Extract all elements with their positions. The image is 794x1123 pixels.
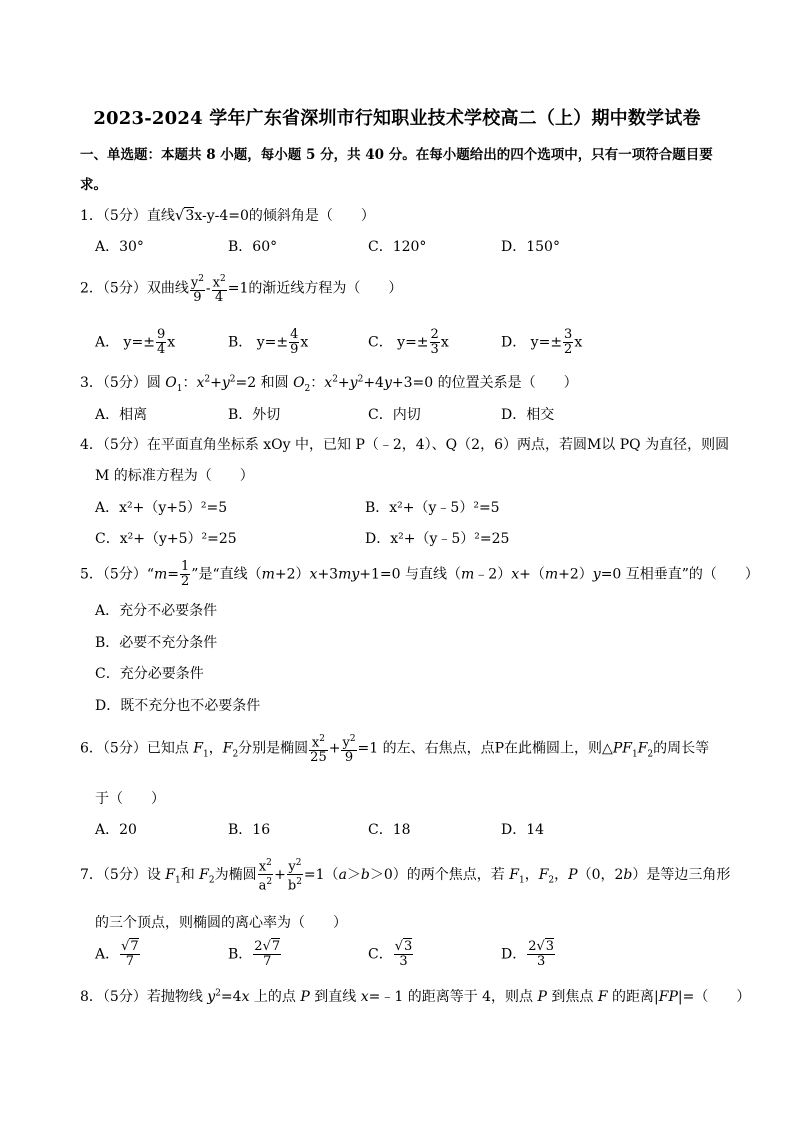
q4-option-c[interactable]: C．x²+（y+5）²=25 bbox=[95, 531, 237, 547]
question-6-stem-line1: 6．（5分）已知点 $F_1$，$F_2$分别是椭圆 $\frac{x^2}{25}$ + $\frac{y^2}{9}$ =1 的左、右焦点，点P在此椭圆上，则$\triangle PF_1F_2$的周长等 bbox=[80, 734, 710, 766]
q5-option-d[interactable]: D．既不充分也不必要条件 bbox=[95, 698, 261, 714]
question-7-stem-line2: 的三个顶点，则椭圆的离心率为（ ） bbox=[95, 915, 347, 931]
q7-option-a[interactable]: A． $\frac{√7}{7}$ bbox=[95, 939, 139, 969]
q1-option-c[interactable]: C．120° bbox=[368, 239, 427, 255]
question-8-stem: 8．（5分）若抛物线 $y^2=4x$ 上的点 P 到直线 x=﹣1 的距离等于 4，则点 P 到焦点 F 的距离|FP|=（ ） bbox=[80, 988, 751, 1005]
q7-option-c[interactable]: C． $\frac{√3}{3}$ bbox=[368, 939, 413, 969]
question-4-options-row2 bbox=[95, 528, 735, 550]
question-4-stem-line1: 4．（5分）在平面直角坐标系 xOy 中，已知 P（﹣2，4）、Q（2，6）两点，若圆M以 PQ 为直径，则圆 bbox=[80, 437, 730, 453]
question-1-stem: 1．（5分）直线√3x-y-4=0的倾斜角是（ ） bbox=[80, 206, 375, 224]
q2-option-a[interactable]: A． y=± $\frac{9}{4}$ x bbox=[95, 327, 176, 357]
q7-option-b[interactable]: B． $\frac{2√7}{7}$ bbox=[228, 939, 281, 969]
q3-option-a[interactable]: A．相离 bbox=[95, 407, 148, 423]
q4-option-d[interactable]: D．x²+（y﹣5）²=25 bbox=[365, 531, 510, 547]
q5-option-c[interactable]: C．充分必要条件 bbox=[95, 666, 204, 682]
q7-option-d[interactable]: D． $\frac{2√3}{3}$ bbox=[501, 939, 555, 969]
question-2-stem: 2．（5分）双曲线 $\frac{y^2}{9}$ - $\frac{x^2}{4}$ =1的渐近线方程为（ ） bbox=[80, 274, 403, 306]
q3-option-b[interactable]: B．外切 bbox=[228, 407, 281, 423]
question-6-options bbox=[95, 819, 735, 841]
q5-option-a[interactable]: A．充分不必要条件 bbox=[95, 603, 218, 619]
q4-option-b[interactable]: B．x²+（y﹣5）²=5 bbox=[365, 500, 500, 516]
question-3-options bbox=[95, 404, 735, 426]
section-header: 一、单选题：本题共 8 小题，每小题 5 分，共 40 分。在每小题给出的四个选项中，只有一项符合题目要求。 bbox=[80, 147, 713, 193]
page-title: 2023-2024 学年广东省深圳市行知职业技术学校高二（上）期中数学试卷 bbox=[93, 108, 701, 129]
q6-option-c[interactable]: C．18 bbox=[368, 822, 411, 838]
question-5-stem: 5．（5分）“m= $\frac{1}{2}$ ”是“直线（m+2）x+3my+1=0 与直线（m﹣2）x+（m+2）y=0 互相垂直”的（ ） bbox=[80, 559, 759, 589]
question-7-stem-line1: 7．（5分）设 $F_1$和 $F_2$为椭圆 $\frac{x^2}{a^2}$ + $\frac{y^2}{b^2}$ =1（a＞b＞0）的两个焦点，若 $F_1$，$F_2$，P（0，2b）是等边三角形 bbox=[80, 858, 731, 894]
q2-option-b[interactable]: B． y=± $\frac{4}{9}$ x bbox=[228, 327, 309, 357]
question-4-stem-line2: M 的标准方程为（ ） bbox=[95, 468, 254, 484]
q6-option-b[interactable]: B．16 bbox=[228, 822, 271, 838]
question-2-options bbox=[95, 328, 735, 362]
q2-option-d[interactable]: D． y=± $\frac{3}{2}$ x bbox=[501, 327, 583, 357]
q3-option-d[interactable]: D．相交 bbox=[501, 407, 555, 423]
question-1-options bbox=[95, 236, 735, 258]
question-4-options-row1 bbox=[95, 497, 735, 519]
q2-option-c[interactable]: C． y=± $\frac{2}{3}$ x bbox=[368, 327, 449, 357]
q6-option-d[interactable]: D．14 bbox=[501, 822, 545, 838]
q5-option-b[interactable]: B．必要不充分条件 bbox=[95, 635, 218, 651]
q1-option-d[interactable]: D．150° bbox=[501, 239, 560, 255]
question-3-stem: 3．（5分）圆 $O_1$：$x^2+y^2=2$ 和圆 $O_2$：$x^2+y^2+4y+3=0$ 的位置关系是（ ） bbox=[80, 374, 578, 394]
question-7-options bbox=[95, 940, 735, 976]
q1-option-a[interactable]: A．30° bbox=[95, 239, 144, 255]
q1-option-b[interactable]: B．60° bbox=[228, 239, 278, 255]
sqrt-3: √3 bbox=[174, 206, 195, 224]
question-6-stem-line2: 于（ ） bbox=[95, 791, 165, 807]
q1-number: 1．（5分）直线 bbox=[80, 208, 175, 224]
q4-option-a[interactable]: A．x²+（y+5）²=5 bbox=[95, 500, 228, 516]
q3-option-c[interactable]: C．内切 bbox=[368, 407, 421, 423]
q6-option-a[interactable]: A．20 bbox=[95, 822, 137, 838]
